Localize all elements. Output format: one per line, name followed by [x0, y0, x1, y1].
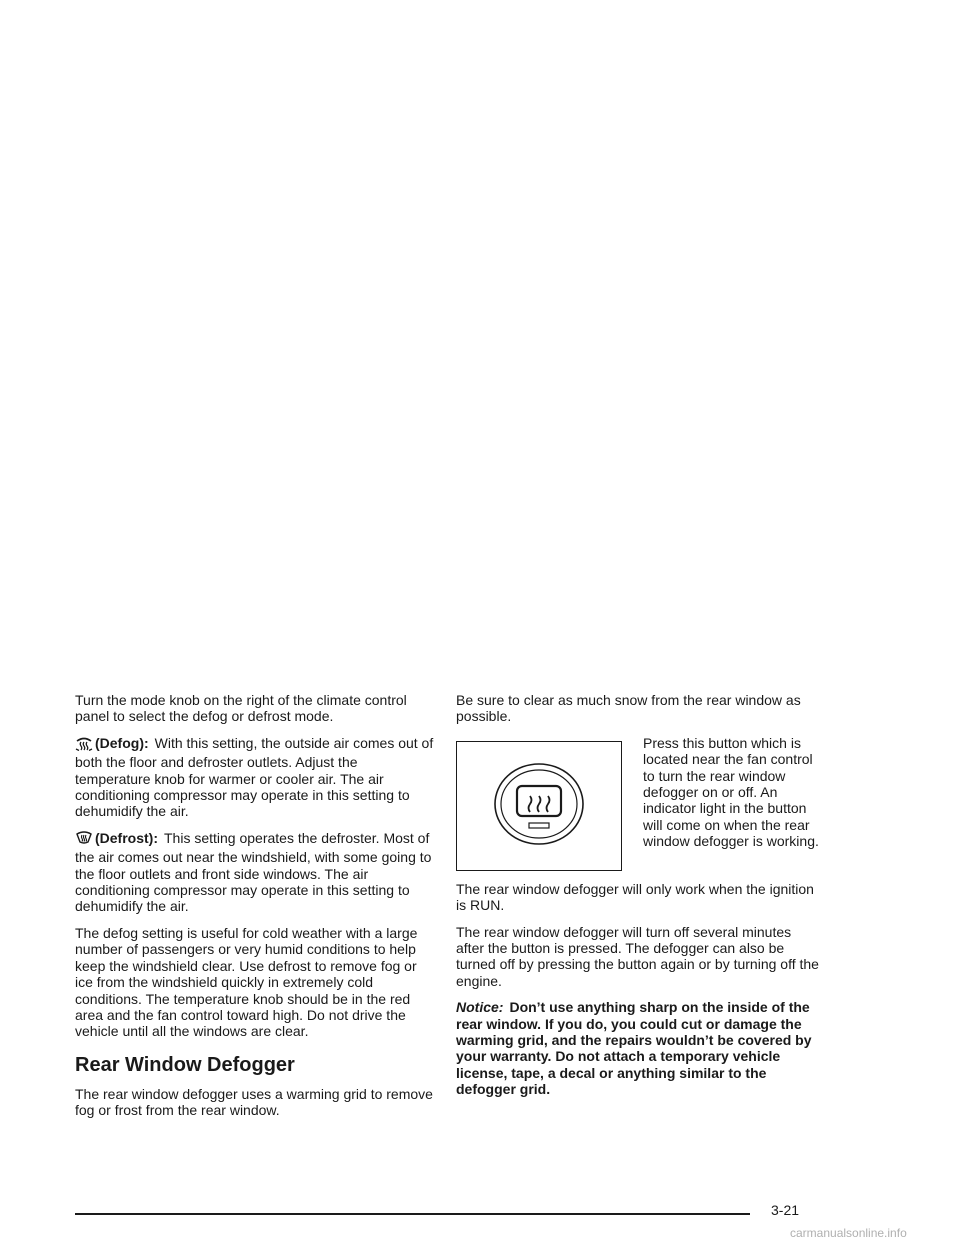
- notice-text: Don’t use anything sharp on the inside of the rear window. If you do, you could cut or damage the warming grid, and the repairs wouldn’t be covered by your warranty. Do not attach a temporary vehicle license, tape, a decal or anything similar to the defogger grid.: [456, 999, 812, 1098]
- defog-icon: [75, 735, 93, 754]
- footer-rule: [75, 1213, 750, 1215]
- defrost-paragraph: [75, 830, 435, 915]
- defrost-text: This setting operates the defroster. Most of the air comes out near the windshield, with some going to the floor outlets and front side windows. The air conditioning compressor may operate in this setting to dehumidify the air.: [75, 829, 432, 915]
- rear-defogger-button-icon: [457, 742, 621, 870]
- figure-caption: Press this button which is located near the fan control to turn the rear window defogger on or off. An indicator light in the button will come on when the rear window defogger is working.: [643, 734, 819, 850]
- defog-text: With this setting, the outside air comes out of both the floor and defroster outlets. Adjust the temperature knob for warmer or cooler air. The air conditioning compressor may operate in this setting to dehumidify the air.: [75, 734, 434, 820]
- ignition-paragraph: The rear window defogger will only work when the ignition is RUN.: [456, 880, 814, 914]
- left-column: [75, 692, 435, 1129]
- figure-row: [456, 735, 822, 871]
- defog-label: (Defog):: [95, 734, 149, 751]
- defog-paragraph: [75, 735, 435, 820]
- section-heading: Rear Window Defogger: [75, 1053, 295, 1076]
- watermark: carmanualsonline.info: [790, 1226, 907, 1240]
- page-number: 3-21: [771, 1202, 800, 1218]
- mode-knob-paragraph: Turn the mode knob on the right of the climate control panel to select the defog or defrost mode.: [75, 692, 407, 725]
- turnoff-paragraph: The rear window defogger will turn off several minutes after the button is pressed. The defogger can also be turned off by pressing the button again or by turning off the engine.: [456, 923, 819, 989]
- button-illustration: [456, 741, 622, 871]
- defrost-label: (Defrost):: [95, 829, 158, 846]
- defrost-icon: [75, 830, 93, 849]
- notice-paragraph: [456, 999, 822, 1097]
- defog-usage-paragraph: The defog setting is useful for cold weather with a large number of passengers or very humid conditions to help keep the windshield clear. Use defrost to remove fog or ice from the windshield quickly in extremely cold conditions. The temperature knob should be in the red area and the fan control toward high. Do not drive the vehicle until all the windows are clear.: [75, 924, 418, 1040]
- right-column: [456, 692, 822, 1108]
- defogger-intro-paragraph: The rear window defogger uses a warming grid to remove fog or frost from the rear window.: [75, 1085, 433, 1119]
- snow-paragraph: Be sure to clear as much snow from the rear window as possible.: [456, 692, 801, 725]
- notice-label: Notice:: [456, 999, 504, 1016]
